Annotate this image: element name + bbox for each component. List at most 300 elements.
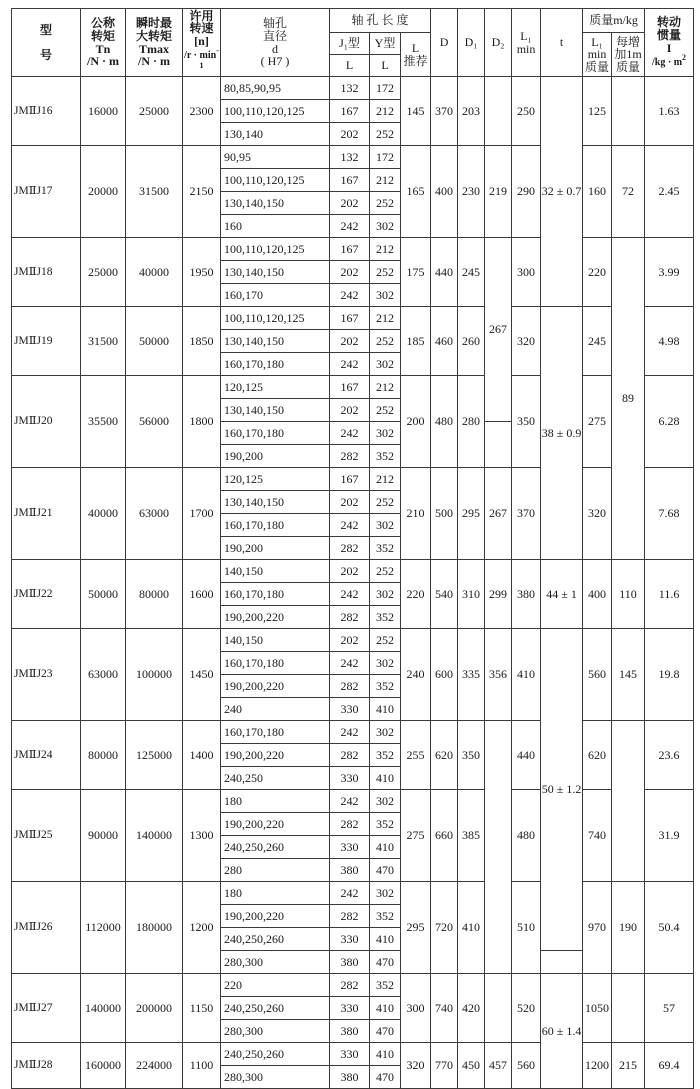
y-length-cell: 302 (370, 284, 401, 307)
D2-cell: 219 (485, 146, 512, 238)
j1-length-cell: 202 (330, 491, 370, 514)
L1-min-cell: 380 (512, 560, 541, 629)
header-mass-per-meter: 每增 加1m 质量 (612, 33, 645, 77)
L1-min-cell: 350 (512, 376, 541, 468)
j1-length-cell: 202 (330, 399, 370, 422)
recommended-length-cell: 175 (401, 238, 431, 307)
D-cell: 600 (431, 629, 458, 721)
table-row (12, 790, 694, 813)
bore-diameter-cell: 130,140,150 (221, 192, 330, 215)
nominal-torque-cell: 25000 (81, 238, 126, 307)
nominal-torque-cell: 63000 (81, 629, 126, 721)
table-row (12, 77, 694, 100)
j1-length-cell: 202 (330, 123, 370, 146)
nominal-torque-cell: 90000 (81, 790, 126, 882)
header-D2: D₂ (485, 9, 512, 77)
y-length-cell: 352 (370, 905, 401, 928)
table-row (12, 882, 694, 905)
max-torque-cell: 100000 (126, 629, 183, 721)
L1-min-cell: 440 (512, 721, 541, 790)
model-cell: JMⅡJ26 (12, 882, 81, 974)
bore-diameter-cell: 190,200,220 (221, 744, 330, 767)
L1-min-cell: 560 (512, 1043, 541, 1089)
header-j1-type: J₁型 (330, 33, 370, 55)
nominal-torque-cell: 50000 (81, 560, 126, 629)
y-length-cell: 352 (370, 813, 401, 836)
header-max-torque: 瞬时最 大转矩 Tmax /N · m (126, 9, 183, 77)
recommended-length-cell: 145 (401, 77, 431, 146)
mass-per-meter-cell (612, 974, 645, 1043)
table-row (12, 629, 694, 652)
inertia-cell: 69.4 (645, 1043, 694, 1089)
table-header (12, 9, 694, 77)
bore-diameter-cell: 100,110,120,125 (221, 307, 330, 330)
inertia-cell: 6.28 (645, 376, 694, 468)
bore-diameter-cell: 240,250 (221, 767, 330, 790)
bore-diameter-cell: 100,110,120,125 (221, 169, 330, 192)
bore-diameter-cell: 280,300 (221, 1020, 330, 1043)
max-torque-cell: 56000 (126, 376, 183, 468)
speed-cell: 1700 (183, 468, 221, 560)
D1-cell: 280 (458, 376, 485, 468)
D1-cell: 420 (458, 974, 485, 1043)
L1-min-cell: 300 (512, 238, 541, 307)
y-length-cell: 302 (370, 583, 401, 606)
bore-diameter-cell: 80,85,90,95 (221, 77, 330, 100)
j1-length-cell: 380 (330, 951, 370, 974)
j1-length-cell: 282 (330, 606, 370, 629)
y-length-cell: 410 (370, 698, 401, 721)
bore-diameter-cell: 140,150 (221, 560, 330, 583)
D-cell: 460 (431, 307, 458, 376)
bore-diameter-cell: 130,140,150 (221, 399, 330, 422)
speed-cell: 1800 (183, 376, 221, 468)
model-cell: JMⅡJ22 (12, 560, 81, 629)
bore-diameter-cell: 100,110,120,125 (221, 100, 330, 123)
model-cell: JMⅡJ19 (12, 307, 81, 376)
table-row (12, 721, 694, 744)
j1-length-cell: 282 (330, 744, 370, 767)
bore-diameter-cell: 140,150 (221, 629, 330, 652)
mass-cell: 320 (583, 468, 612, 560)
j1-length-cell: 167 (330, 100, 370, 123)
y-length-cell: 352 (370, 744, 401, 767)
inertia-cell: 3.99 (645, 238, 694, 307)
mass-per-meter-cell (612, 721, 645, 882)
j1-length-cell: 202 (330, 560, 370, 583)
j1-length-cell: 282 (330, 905, 370, 928)
mass-cell: 740 (583, 790, 612, 882)
header-model: 型 号 (12, 9, 81, 77)
bore-diameter-cell: 240,250,260 (221, 928, 330, 951)
bore-diameter-cell: 160 (221, 215, 330, 238)
max-torque-cell: 40000 (126, 238, 183, 307)
bore-diameter-cell: 180 (221, 790, 330, 813)
bore-diameter-cell: 120,125 (221, 376, 330, 399)
max-torque-cell: 180000 (126, 882, 183, 974)
inertia-cell: 57 (645, 974, 694, 1043)
y-length-cell: 212 (370, 238, 401, 261)
bore-diameter-cell: 160,170,180 (221, 652, 330, 675)
header-bore-length: 轴 孔 长 度 (330, 9, 431, 33)
j1-length-cell: 202 (330, 192, 370, 215)
model-cell: JMⅡJ21 (12, 468, 81, 560)
y-length-cell: 470 (370, 859, 401, 882)
mass-per-meter-cell: 89 (612, 238, 645, 560)
mass-cell: 400 (583, 560, 612, 629)
j1-length-cell: 330 (330, 928, 370, 951)
bore-diameter-cell: 160,170,180 (221, 514, 330, 537)
j1-length-cell: 380 (330, 1066, 370, 1089)
max-torque-cell: 80000 (126, 560, 183, 629)
D-cell: 500 (431, 468, 458, 560)
j1-length-cell: 242 (330, 422, 370, 445)
t-cell: 60 ± 1.4 (541, 974, 583, 1089)
j1-length-cell: 380 (330, 1020, 370, 1043)
model-cell: JMⅡJ20 (12, 376, 81, 468)
D1-cell: 335 (458, 629, 485, 721)
bore-diameter-cell: 220 (221, 974, 330, 997)
D1-cell: 230 (458, 146, 485, 238)
table-row (12, 146, 694, 169)
table-row (12, 560, 694, 583)
nominal-torque-cell: 140000 (81, 974, 126, 1043)
L1-min-cell: 290 (512, 146, 541, 238)
recommended-length-cell: 320 (401, 1043, 431, 1089)
recommended-length-cell: 200 (401, 376, 431, 468)
bore-diameter-cell: 120,125 (221, 468, 330, 491)
bore-diameter-cell: 280,300 (221, 951, 330, 974)
y-length-cell: 302 (370, 882, 401, 905)
mass-per-meter-cell: 145 (612, 629, 645, 721)
L1-min-cell: 480 (512, 790, 541, 882)
y-length-cell: 470 (370, 951, 401, 974)
y-length-cell: 410 (370, 767, 401, 790)
max-torque-cell: 224000 (126, 1043, 183, 1089)
y-length-cell: 212 (370, 169, 401, 192)
nominal-torque-cell: 112000 (81, 882, 126, 974)
max-torque-cell: 25000 (126, 77, 183, 146)
y-length-cell: 252 (370, 629, 401, 652)
D-cell: 660 (431, 790, 458, 882)
speed-cell: 1200 (183, 882, 221, 974)
D2-cell: 356 (485, 629, 512, 721)
j1-length-cell: 167 (330, 468, 370, 491)
L1-min-cell: 370 (512, 468, 541, 560)
bore-diameter-cell: 130,140,150 (221, 330, 330, 353)
nominal-torque-cell: 20000 (81, 146, 126, 238)
mass-cell: 125 (583, 77, 612, 146)
nominal-torque-cell: 40000 (81, 468, 126, 560)
L1-min-cell: 520 (512, 974, 541, 1043)
bore-diameter-cell: 240,250,260 (221, 1043, 330, 1066)
y-length-cell: 352 (370, 537, 401, 560)
bore-diameter-cell: 160,170 (221, 284, 330, 307)
model-cell: JMⅡJ27 (12, 974, 81, 1043)
header-bore-diameter: 轴孔 直径 d ( H7 ) (221, 9, 330, 77)
y-length-cell: 470 (370, 1020, 401, 1043)
D1-cell: 295 (458, 468, 485, 560)
t-cell: 50 ± 1.2 (541, 629, 583, 951)
y-length-cell: 352 (370, 675, 401, 698)
y-length-cell: 352 (370, 445, 401, 468)
j1-length-cell: 167 (330, 169, 370, 192)
j1-length-cell: 282 (330, 445, 370, 468)
D1-cell: 245 (458, 238, 485, 307)
D-cell: 480 (431, 376, 458, 468)
bore-diameter-cell: 190,200,220 (221, 675, 330, 698)
model-cell: JMⅡJ17 (12, 146, 81, 238)
j1-length-cell: 282 (330, 537, 370, 560)
D-cell: 620 (431, 721, 458, 790)
t-cell: 38 ± 0.9 (541, 307, 583, 560)
j1-length-cell: 282 (330, 813, 370, 836)
speed-cell: 1100 (183, 1043, 221, 1089)
y-length-cell: 302 (370, 514, 401, 537)
j1-length-cell: 167 (330, 307, 370, 330)
nominal-torque-cell: 35500 (81, 376, 126, 468)
D2-cell (485, 974, 512, 1043)
D2-cell: 299 (485, 560, 512, 629)
j1-length-cell: 242 (330, 583, 370, 606)
max-torque-cell: 31500 (126, 146, 183, 238)
recommended-length-cell: 185 (401, 307, 431, 376)
speed-cell: 1950 (183, 238, 221, 307)
j1-length-cell: 242 (330, 882, 370, 905)
y-length-cell: 252 (370, 192, 401, 215)
j1-length-cell: 330 (330, 698, 370, 721)
header-y-L: L (370, 55, 401, 77)
D2-cell (485, 77, 512, 146)
t-cell: 32 ± 0.7 (541, 77, 583, 307)
recommended-length-cell: 210 (401, 468, 431, 560)
recommended-length-cell: 255 (401, 721, 431, 790)
mass-cell: 620 (583, 721, 612, 790)
bore-diameter-cell: 190,200 (221, 445, 330, 468)
inertia-cell: 50.4 (645, 882, 694, 974)
table-row (12, 1043, 694, 1066)
bore-diameter-cell: 240,250,260 (221, 997, 330, 1020)
D-cell: 740 (431, 974, 458, 1043)
j1-length-cell: 330 (330, 997, 370, 1020)
bore-diameter-cell: 160,170,180 (221, 353, 330, 376)
table-row (12, 307, 694, 330)
y-length-cell: 302 (370, 721, 401, 744)
D-cell: 370 (431, 77, 458, 146)
table-row (12, 974, 694, 997)
mass-per-meter-cell: 110 (612, 560, 645, 629)
header-t: t (541, 9, 583, 77)
D2-cell (485, 721, 512, 974)
inertia-cell: 7.68 (645, 468, 694, 560)
bore-diameter-cell: 130,140,150 (221, 261, 330, 284)
L1-min-cell: 320 (512, 307, 541, 376)
j1-length-cell: 167 (330, 238, 370, 261)
header-D: D (431, 9, 458, 77)
D-cell: 720 (431, 882, 458, 974)
recommended-length-cell: 275 (401, 790, 431, 882)
D1-cell: 385 (458, 790, 485, 882)
j1-length-cell: 242 (330, 652, 370, 675)
bore-diameter-cell: 130,140,150 (221, 491, 330, 514)
header-recommended-length: L 推荐 (401, 33, 431, 77)
bore-diameter-cell: 160,170,180 (221, 583, 330, 606)
bore-diameter-cell: 180 (221, 882, 330, 905)
header-j1-L: L (330, 55, 370, 77)
inertia-cell: 1.63 (645, 77, 694, 146)
L1-min-cell: 510 (512, 882, 541, 974)
y-length-cell: 410 (370, 836, 401, 859)
speed-cell: 1300 (183, 790, 221, 882)
bore-diameter-cell: 240,250,260 (221, 836, 330, 859)
y-length-cell: 352 (370, 606, 401, 629)
y-length-cell: 410 (370, 928, 401, 951)
j1-length-cell: 132 (330, 146, 370, 169)
bore-diameter-cell: 190,200,220 (221, 606, 330, 629)
y-length-cell: 302 (370, 353, 401, 376)
y-length-cell: 212 (370, 100, 401, 123)
mass-cell: 220 (583, 238, 612, 307)
bore-diameter-cell: 190,200,220 (221, 905, 330, 928)
j1-length-cell: 242 (330, 284, 370, 307)
j1-length-cell: 242 (330, 514, 370, 537)
bore-diameter-cell: 280 (221, 859, 330, 882)
y-length-cell: 410 (370, 997, 401, 1020)
inertia-cell: 19.8 (645, 629, 694, 721)
j1-length-cell: 380 (330, 859, 370, 882)
j1-length-cell: 242 (330, 790, 370, 813)
y-length-cell: 302 (370, 215, 401, 238)
speed-cell: 2300 (183, 77, 221, 146)
y-length-cell: 212 (370, 307, 401, 330)
t-cell: 44 ± 1 (541, 560, 583, 629)
header-D1: D₁ (458, 9, 485, 77)
mass-cell: 160 (583, 146, 612, 238)
speed-cell: 1400 (183, 721, 221, 790)
bore-diameter-cell: 280,300 (221, 1066, 330, 1089)
j1-length-cell: 330 (330, 1043, 370, 1066)
mass-cell: 1200 (583, 1043, 612, 1089)
inertia-cell: 23.6 (645, 721, 694, 790)
y-length-cell: 352 (370, 974, 401, 997)
recommended-length-cell: 220 (401, 560, 431, 629)
j1-length-cell: 242 (330, 721, 370, 744)
model-cell: JMⅡJ25 (12, 790, 81, 882)
D1-cell: 310 (458, 560, 485, 629)
D1-cell: 260 (458, 307, 485, 376)
D2-cell: 267 (485, 238, 512, 422)
mass-cell: 970 (583, 882, 612, 974)
bore-diameter-cell: 90,95 (221, 146, 330, 169)
coupling-spec-table (11, 8, 694, 1089)
bore-diameter-cell: 100,110,120,125 (221, 238, 330, 261)
mass-per-meter-cell: 72 (612, 146, 645, 238)
max-torque-cell: 200000 (126, 974, 183, 1043)
model-cell: JMⅡJ24 (12, 721, 81, 790)
max-torque-cell: 63000 (126, 468, 183, 560)
nominal-torque-cell: 16000 (81, 77, 126, 146)
y-length-cell: 212 (370, 376, 401, 399)
header-inertia: 转动 惯量 I $/kg \cdot m^2$ (645, 9, 694, 77)
y-length-cell: 252 (370, 123, 401, 146)
inertia-cell: 2.45 (645, 146, 694, 238)
j1-length-cell: 242 (330, 215, 370, 238)
D1-cell: 203 (458, 77, 485, 146)
mass-per-meter-cell: 215 (612, 1043, 645, 1089)
header-nominal-torque: 公称 转矩 Tn /N · m (81, 9, 126, 77)
y-length-cell: 252 (370, 399, 401, 422)
nominal-torque-cell: 160000 (81, 1043, 126, 1089)
mass-cell: 275 (583, 376, 612, 468)
header-y-type: Y型 (370, 33, 401, 55)
y-length-cell: 172 (370, 146, 401, 169)
j1-length-cell: 330 (330, 836, 370, 859)
mass-cell: 1050 (583, 974, 612, 1043)
max-torque-cell: 50000 (126, 307, 183, 376)
y-length-cell: 252 (370, 330, 401, 353)
L1-min-cell: 250 (512, 77, 541, 146)
header-mass: 质量m/kg (583, 9, 645, 33)
mass-cell: 245 (583, 307, 612, 376)
j1-length-cell: 132 (330, 77, 370, 100)
model-cell: JMⅡJ16 (12, 77, 81, 146)
bore-diameter-cell: 190,200,220 (221, 813, 330, 836)
y-length-cell: 302 (370, 652, 401, 675)
j1-length-cell: 202 (330, 261, 370, 284)
j1-length-cell: 330 (330, 767, 370, 790)
mass-per-meter-cell (612, 77, 645, 146)
bore-diameter-cell: 160,170,180 (221, 721, 330, 744)
j1-length-cell: 167 (330, 376, 370, 399)
nominal-torque-cell: 80000 (81, 721, 126, 790)
y-length-cell: 252 (370, 491, 401, 514)
recommended-length-cell: 165 (401, 146, 431, 238)
model-cell: JMⅡJ18 (12, 238, 81, 307)
speed-cell: 1450 (183, 629, 221, 721)
y-length-cell: 172 (370, 77, 401, 100)
speed-cell: 1850 (183, 307, 221, 376)
recommended-length-cell: 300 (401, 974, 431, 1043)
header-L1-min: L₁ min (512, 9, 541, 77)
j1-length-cell: 282 (330, 675, 370, 698)
inertia-cell: 31.9 (645, 790, 694, 882)
y-length-cell: 252 (370, 261, 401, 284)
bore-diameter-cell: 130,140 (221, 123, 330, 146)
header-mass-l1: L₁ min 质量 (583, 33, 612, 77)
table-row (12, 238, 694, 261)
table-row (12, 468, 694, 491)
mass-cell: 560 (583, 629, 612, 721)
D2-cell: 267 (485, 468, 512, 560)
recommended-length-cell: 295 (401, 882, 431, 974)
mass-per-meter-cell: 190 (612, 882, 645, 974)
model-cell: JMⅡJ23 (12, 629, 81, 721)
table-body (12, 77, 694, 1089)
y-length-cell: 470 (370, 1066, 401, 1089)
inertia-cell: 4.98 (645, 307, 694, 376)
D-cell: 540 (431, 560, 458, 629)
L1-min-cell: 410 (512, 629, 541, 721)
D-cell: 770 (431, 1043, 458, 1089)
max-torque-cell: 125000 (126, 721, 183, 790)
y-length-cell: 252 (370, 560, 401, 583)
D2-cell: 457 (485, 1043, 512, 1089)
y-length-cell: 302 (370, 790, 401, 813)
inertia-cell: 11.6 (645, 560, 694, 629)
j1-length-cell: 202 (330, 629, 370, 652)
j1-length-cell: 202 (330, 330, 370, 353)
speed-cell: 2150 (183, 146, 221, 238)
